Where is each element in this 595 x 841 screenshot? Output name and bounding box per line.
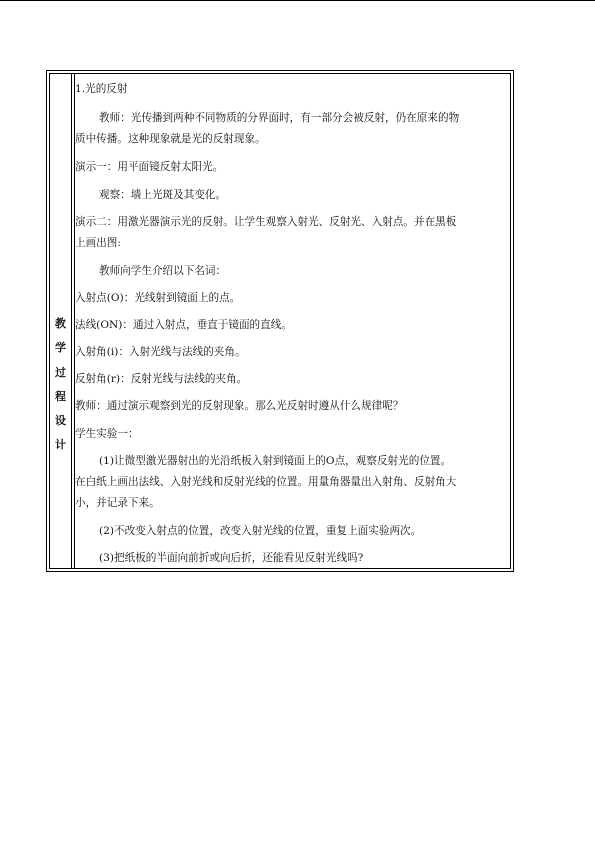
label-char: 学	[55, 341, 66, 355]
teacher-question: 教师：通过演示观察到光的反射现象。那么光反射时遵从什么规律呢？	[75, 400, 404, 412]
label-column	[50, 74, 72, 568]
label-char: 程	[55, 389, 66, 403]
experiment-title: 学生实验一：	[75, 428, 139, 440]
demo-2-line: 上画出图:	[75, 237, 121, 249]
label-char: 过	[55, 365, 66, 379]
top-rule	[0, 0, 595, 1]
term-reflection-angle: 反射角(r)：反射光线与法线的夹角。	[75, 373, 248, 385]
term-normal: 法线(ON)：通过入射点，垂直于镜面的直线。	[75, 319, 292, 331]
term-incidence-point: 入射点(O)：光线射到镜面上的点。	[75, 292, 241, 304]
step-1-line: 在白纸上画出法线、入射光线和反射光线的位置。用量角器量出入射角、反射角大	[75, 476, 457, 488]
label-char: 设	[55, 414, 66, 428]
step-1-line: 小，并记录下来。	[75, 497, 160, 509]
terms-intro: 教师向学生介绍以下名词：	[99, 265, 227, 277]
step-3: (3)把纸板的半面向前折或向后折，还能看见反射光线吗?	[99, 552, 364, 564]
paragraph-line: 质中传播。这种现象就是光的反射现象。	[75, 133, 266, 145]
demo-1: 演示一：用平面镜反射太阳光。	[75, 161, 224, 173]
label-char: 计	[55, 438, 66, 452]
step-1-line: (1)让微型激光器射出的光沿纸板入射到镜面上的O点，观察反射光的位置。	[99, 455, 452, 467]
paragraph-line: 教师：光传播到两种不同物质的分界面时，有一部分会被反射，仍在原来的物	[99, 112, 460, 124]
observation: 观察：墙上光斑及其变化。	[99, 189, 227, 201]
section-heading: 1.光的反射	[75, 83, 128, 95]
label-char: 教	[55, 317, 66, 330]
step-2: (2)不改变入射点的位置，改变入射光线的位置，重复上面实验两次。	[99, 525, 422, 537]
demo-2-line: 演示二：用激光器演示光的反射。让学生观察入射光、反射光、入射点。并在黑板	[75, 216, 457, 228]
teaching-process-label	[50, 312, 71, 458]
term-incidence-angle: 入射角(i)：入射光线与法线的夹角。	[75, 346, 246, 358]
